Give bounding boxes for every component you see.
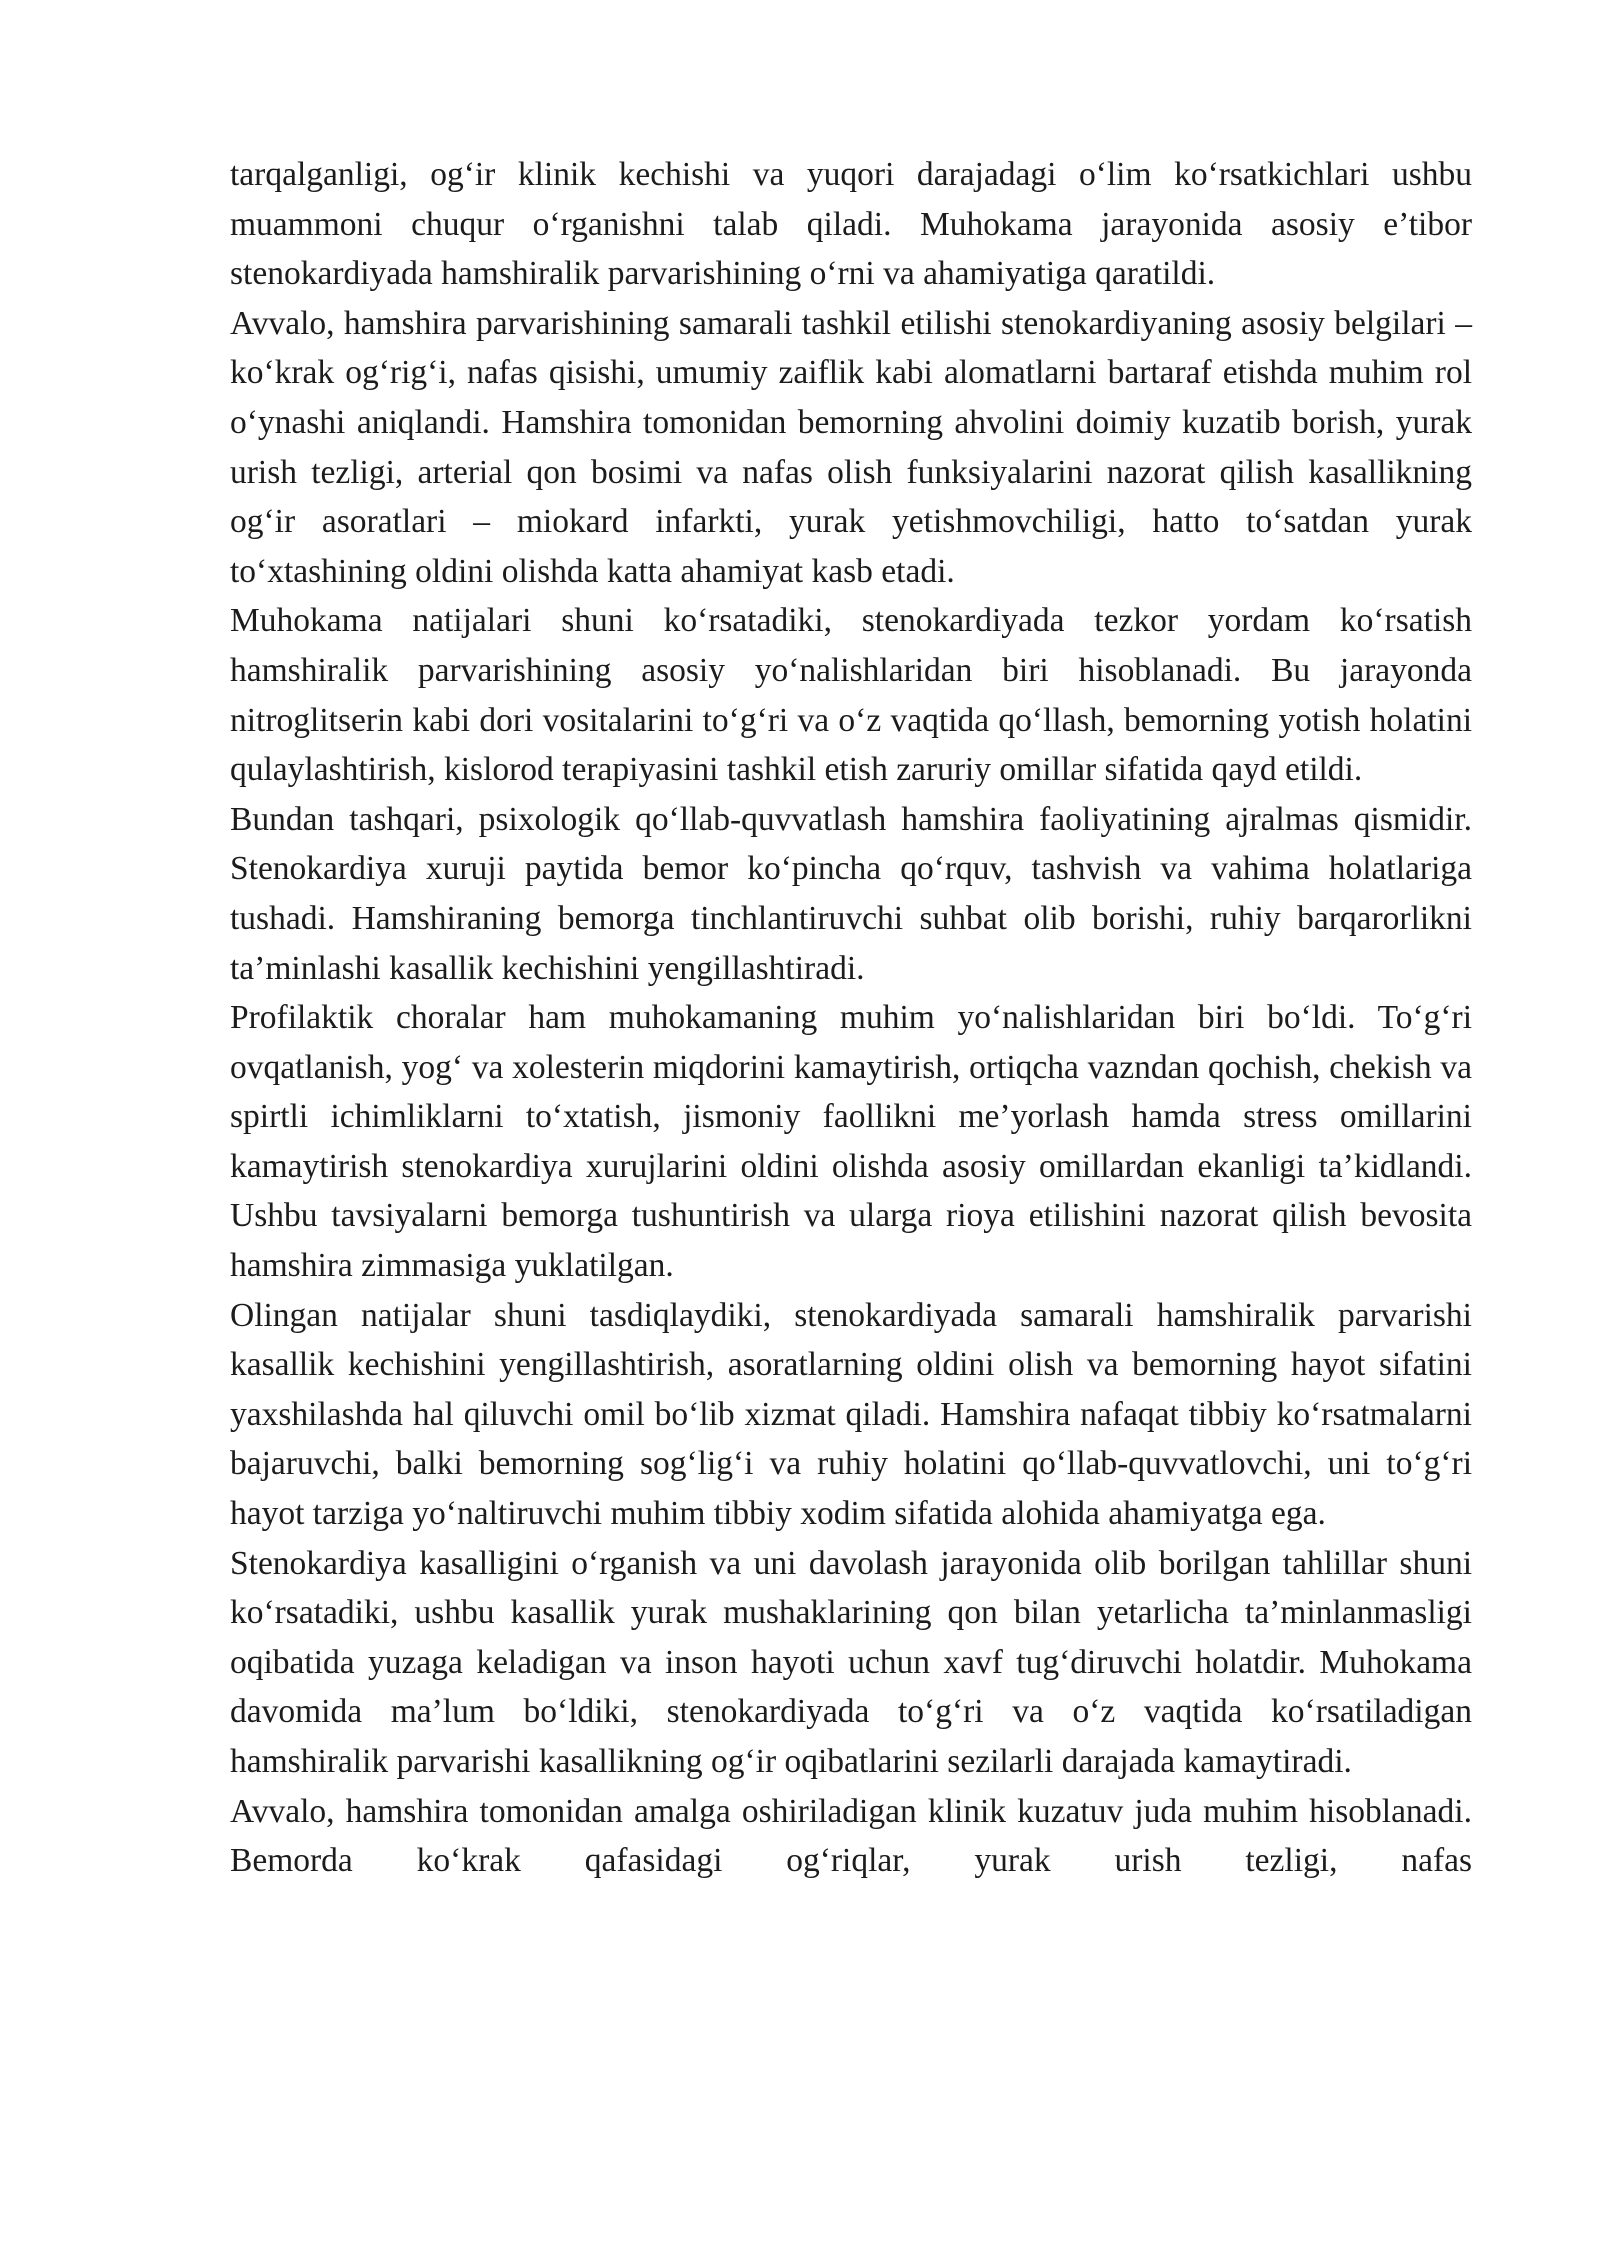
- document-page: [230, 150, 1472, 1886]
- paragraph-4: Bundan tashqari, psixologik qo‘llab-quvvatlash hamshira faoliyatining ajralmas qismidir. Stenokardiya xuruji paytida bemor ko‘pincha qo‘rquv, tashvish va vahima holatlariga tushadi. Hamshiraning bemorga tinchlantiruvchi suhbat olib borishi, ruhiy barqarorlikni ta’minlashi kasallik kechishini yengillashtiradi.: [230, 800, 1472, 987]
- paragraph-5: Profilaktik choralar ham muhokamaning muhim yo‘nalishlaridan biri bo‘ldi. To‘g‘ri ovqatlanish, yog‘ va xolesterin miqdorini kamaytirish, ortiqcha vazndan qochish, chekish va spirtli ichimliklarni to‘xtatish, jismoniy faollikni me’yorlash hamda stress omillarini kamaytirish stenokardiya xurujlarini oldini olishda asosiy omillardan ekanligi ta’kidlandi. Ushbu tavsiyalarni bemorga tushuntirish va ularga rioya etilishini nazorat qilish bevosita hamshira zimmasiga yuklatilgan.: [230, 999, 1472, 1285]
- paragraph-2: Avvalo, hamshira parvarishining samarali tashkil etilishi stenokardiyaning asosiy belgilari – ko‘krak og‘rig‘i, nafas qisishi, umumiy zaiflik kabi alomatlarni bartaraf etishda muhim rol o‘ynashi aniqlandi. Hamshira tomonidan bemorning ahvolini doimiy kuzatib borish, yurak urish tezligi, arterial qon bosimi va nafas olish funksiyalarini nazorat qilish kasallikning og‘ir asoratlari – miokard infarkti, yurak yetishmovchiligi, hatto to‘satdan yurak to‘xtashining oldini olishda katta ahamiyat kasb etadi.: [230, 304, 1472, 590]
- paragraph-6: Olingan natijalar shuni tasdiqlaydiki, stenokardiyada samarali hamshiralik parvarishi kasallik kechishini yengillashtirish, asoratlarning oldini olish va bemorning hayot sifatini yaxshilashda hal qiluvchi omil bo‘lib xizmat qiladi. Hamshira nafaqat tibbiy ko‘rsatmalarni bajaruvchi, balki bemorning sog‘lig‘i va ruhiy holatini qo‘llab-quvvatlovchi, uni to‘g‘ri hayot tarziga yo‘naltiruvchi muhim tibbiy xodim sifatida alohida ahamiyatga ega.: [230, 1296, 1472, 1533]
- paragraph-8: Avvalo, hamshira tomonidan amalga oshiriladigan klinik kuzatuv juda muhim hisoblanadi. Bemorda ko‘krak qafasidagi og‘riqlar, yurak urish tezligi, nafas: [230, 1792, 1472, 1880]
- paragraph-7: Stenokardiya kasalligini o‘rganish va uni davolash jarayonida olib borilgan tahlillar shuni ko‘rsatadiki, ushbu kasallik yurak mushaklarining qon bilan yetarlicha ta’minlanmasligi oqibatida yuzaga keladigan va inson hayoti uchun xavf tug‘diruvchi holatdir. Muhokama davomida ma’lum bo‘ldiki, stenokardiyada to‘g‘ri va o‘z vaqtida ko‘rsatiladigan hamshiralik parvarishi kasallikning og‘ir oqibatlarini sezilarli darajada kamaytiradi.: [230, 1544, 1472, 1780]
- paragraph-1: tarqalganligi, og‘ir klinik kechishi va yuqori darajadagi o‘lim ko‘rsatkichlari ushbu muammoni chuqur o‘rganishni talab qiladi. Muhokama jarayonida asosiy e’tibor stenokardiyada hamshiralik parvarishining o‘rni va ahamiyatiga qaratildi.: [230, 156, 1472, 293]
- paragraph-3: Muhokama natijalari shuni ko‘rsatadiki, stenokardiyada tezkor yordam ko‘rsatish hamshiralik parvarishining asosiy yo‘nalishlaridan biri hisoblanadi. Bu jarayonda nitroglitserin kabi dori vositalarini to‘g‘ri va o‘z vaqtida qo‘llash, bemorning yotish holatini qulaylashtirish, kislorod terapiyasini tashkil etish zaruriy omillar sifatida qayd etildi.: [230, 602, 1472, 789]
